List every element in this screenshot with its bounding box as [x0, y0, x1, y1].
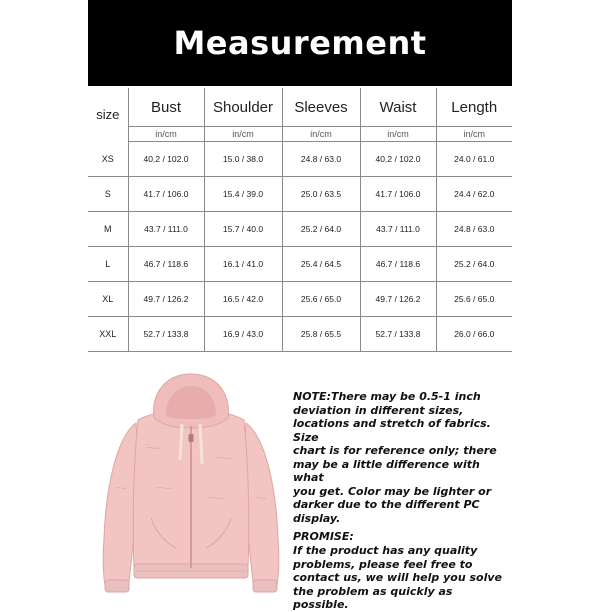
- sleeves-cell: 24.8 / 63.0: [282, 142, 360, 177]
- length-cell: 25.6 / 65.0: [436, 282, 512, 317]
- column-header-length: Length: [436, 88, 512, 127]
- drawstring-left: [180, 424, 182, 460]
- unit-label: in/cm: [436, 127, 512, 142]
- size-cell: XS: [88, 142, 128, 177]
- sizing-note: NOTE:There may be 0.5-1 inch deviation in different sizes, locations and stretch of fabrics. Size chart is for reference only; there may be a little difference with what you get. Color may be lighter or darker due to the different PC display.: [293, 390, 497, 525]
- bust-cell: 41.7 / 106.0: [128, 177, 204, 212]
- waist-cell: 49.7 / 126.2: [360, 282, 436, 317]
- sleeves-cell: 25.0 / 63.5: [282, 177, 360, 212]
- sleeves-cell: 25.4 / 64.5: [282, 247, 360, 282]
- waist-cell: 46.7 / 118.6: [360, 247, 436, 282]
- bust-cell: 49.7 / 126.2: [128, 282, 204, 317]
- column-header-shoulder: Shoulder: [204, 88, 282, 127]
- sleeves-cell: 25.8 / 65.5: [282, 317, 360, 352]
- table-row: [88, 282, 512, 317]
- sleeves-cell: 25.2 / 64.0: [282, 212, 360, 247]
- length-cell: 26.0 / 66.0: [436, 317, 512, 352]
- table-row: [88, 212, 512, 247]
- length-cell: 24.4 / 62.0: [436, 177, 512, 212]
- header-banner: [88, 0, 512, 86]
- size-cell: S: [88, 177, 128, 212]
- size-cell: M: [88, 212, 128, 247]
- bust-cell: 40.2 / 102.0: [128, 142, 204, 177]
- size-column-header: size: [96, 107, 120, 123]
- drawstring-right: [200, 424, 202, 464]
- promise-heading: PROMISE:: [293, 530, 354, 543]
- right-cuff: [253, 580, 277, 592]
- table-row: [88, 177, 512, 212]
- table-row: [88, 142, 512, 177]
- bust-cell: 46.7 / 118.6: [128, 247, 204, 282]
- sleeves-cell: 25.6 / 65.0: [282, 282, 360, 317]
- shoulder-cell: 15.7 / 40.0: [204, 212, 282, 247]
- shoulder-cell: 16.5 / 42.0: [204, 282, 282, 317]
- pink-fleece-hoodie-image: [96, 368, 286, 600]
- size-cell: XL: [88, 282, 128, 317]
- shoulder-cell: 16.1 / 41.0: [204, 247, 282, 282]
- unit-label: in/cm: [282, 127, 360, 142]
- waist-cell: 52.7 / 133.8: [360, 317, 436, 352]
- waist-cell: 43.7 / 111.0: [360, 212, 436, 247]
- column-header-sleeves: Sleeves: [282, 88, 360, 127]
- size-cell: L: [88, 247, 128, 282]
- shoulder-cell: 15.0 / 38.0: [204, 142, 282, 177]
- units-row: [88, 127, 512, 142]
- column-header-bust: Bust: [128, 88, 204, 127]
- promise-text: If the product has any quality problems, please feel free to contact us, we will help you solve the problem as quickly as possible.: [293, 544, 502, 611]
- unit-label: in/cm: [128, 127, 204, 142]
- length-cell: 25.2 / 64.0: [436, 247, 512, 282]
- column-header-waist: Waist: [360, 88, 436, 127]
- shoulder-cell: 16.9 / 43.0: [204, 317, 282, 352]
- table-header-row: [88, 88, 512, 127]
- page-title: Measurement: [173, 24, 427, 62]
- bust-cell: 43.7 / 111.0: [128, 212, 204, 247]
- unit-label: in/cm: [204, 127, 282, 142]
- table-row: [88, 317, 512, 352]
- length-cell: 24.0 / 61.0: [436, 142, 512, 177]
- bust-cell: 52.7 / 133.8: [128, 317, 204, 352]
- size-cell: XXL: [88, 317, 128, 352]
- shoulder-cell: 15.4 / 39.0: [204, 177, 282, 212]
- unit-label: in/cm: [360, 127, 436, 142]
- length-cell: 24.8 / 63.0: [436, 212, 512, 247]
- left-cuff: [105, 580, 129, 592]
- table-row: [88, 247, 512, 282]
- waist-cell: 40.2 / 102.0: [360, 142, 436, 177]
- waist-cell: 41.7 / 106.0: [360, 177, 436, 212]
- size-chart-table: [88, 88, 512, 352]
